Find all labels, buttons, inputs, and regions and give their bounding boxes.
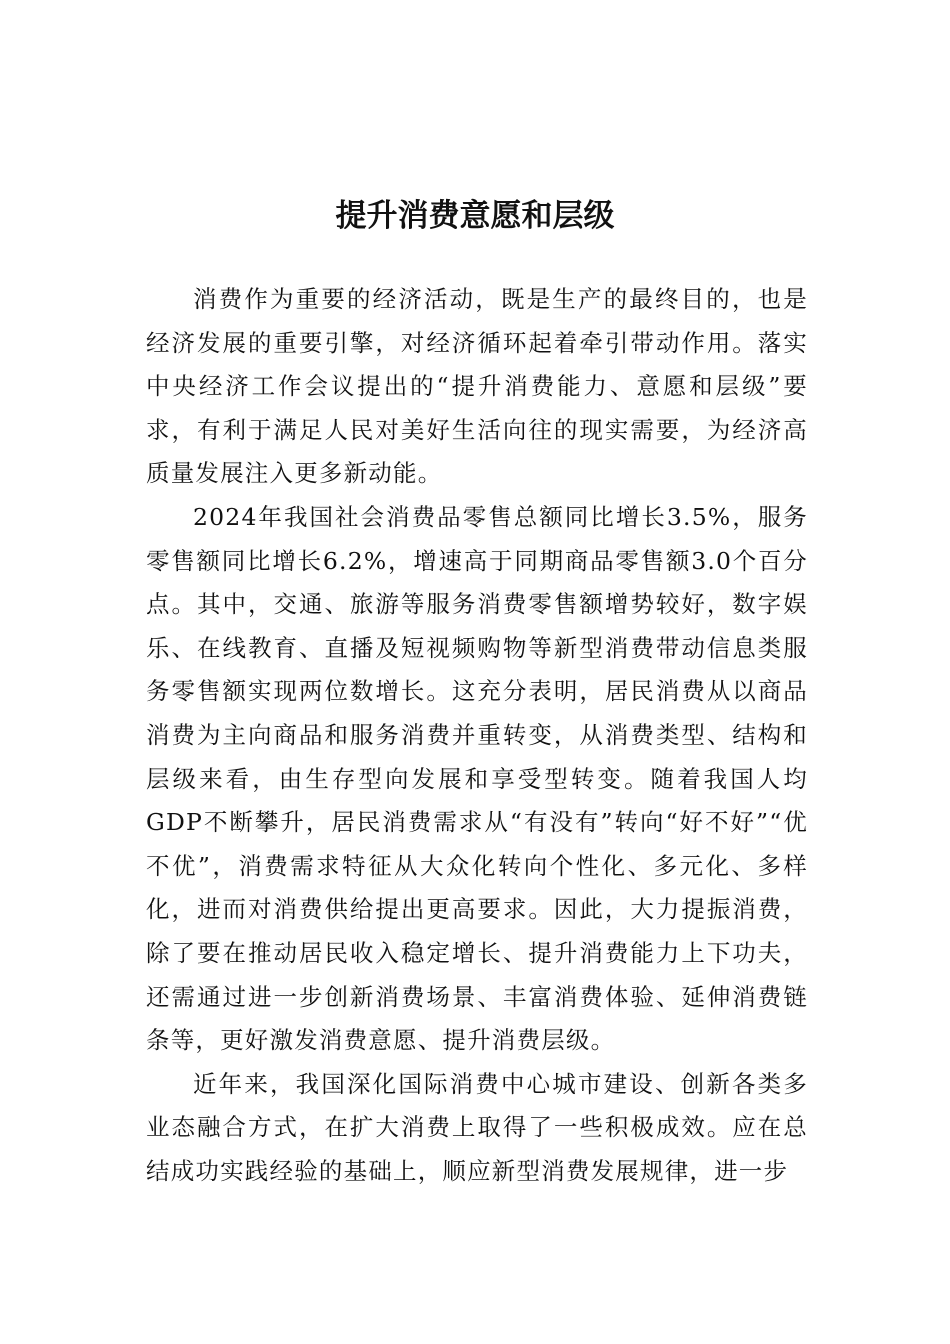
document-title: 提升消费意愿和层级 [335,197,615,234]
paragraph-3: 近年来，我国深化国际消费中心城市建设、创新各类多业态融合方式，在扩大消费上取得了一些积极成效。应在总结成功实践经验的基础上，顺应新型消费发展规律，进一步 [146,1069,808,1185]
paragraph-2: 2024年我国社会消费品零售总额同比增长3.5%，服务零售额同比增长6.2%，增速高于同期商品零售额3.0个百分点。其中，交通、旅游等服务消费零售额增势较好，数字娱乐、在线教育、直播及短视频购物等新型消费带动信息类服务零售额实现两位数增长。这充分表明，居民消费从以商品消费为主向商品和服务消费并重转变，从消费类型、结构和层级来看，由生存型向发展和享受型转变。随着我国人均GDP不断攀升，居民消费需求从“有没有”转向“好不好”“优不优”，消费需求特征从大众化转向个性化、多元化、多样化，进而对消费供给提出更高要求。因此，大力提振消费，除了要在推动居民收入稳定增长、提升消费能力上下功夫，还需通过进一步创新消费场景、丰富消费体验、延伸消费链条等，更好激发消费意愿、提升消费层级。 [146,502,808,1055]
paragraph-1: 消费作为重要的经济活动，既是生产的最终目的，也是经济发展的重要引擎，对经济循环起着牵引带动作用。落实中央经济工作会议提出的“提升消费能力、意愿和层级”要求，有利于满足人民对美好生活向往的现实需要，为经济高质量发展注入更多新动能。 [146,285,808,488]
document-body [146,278,808,1193]
